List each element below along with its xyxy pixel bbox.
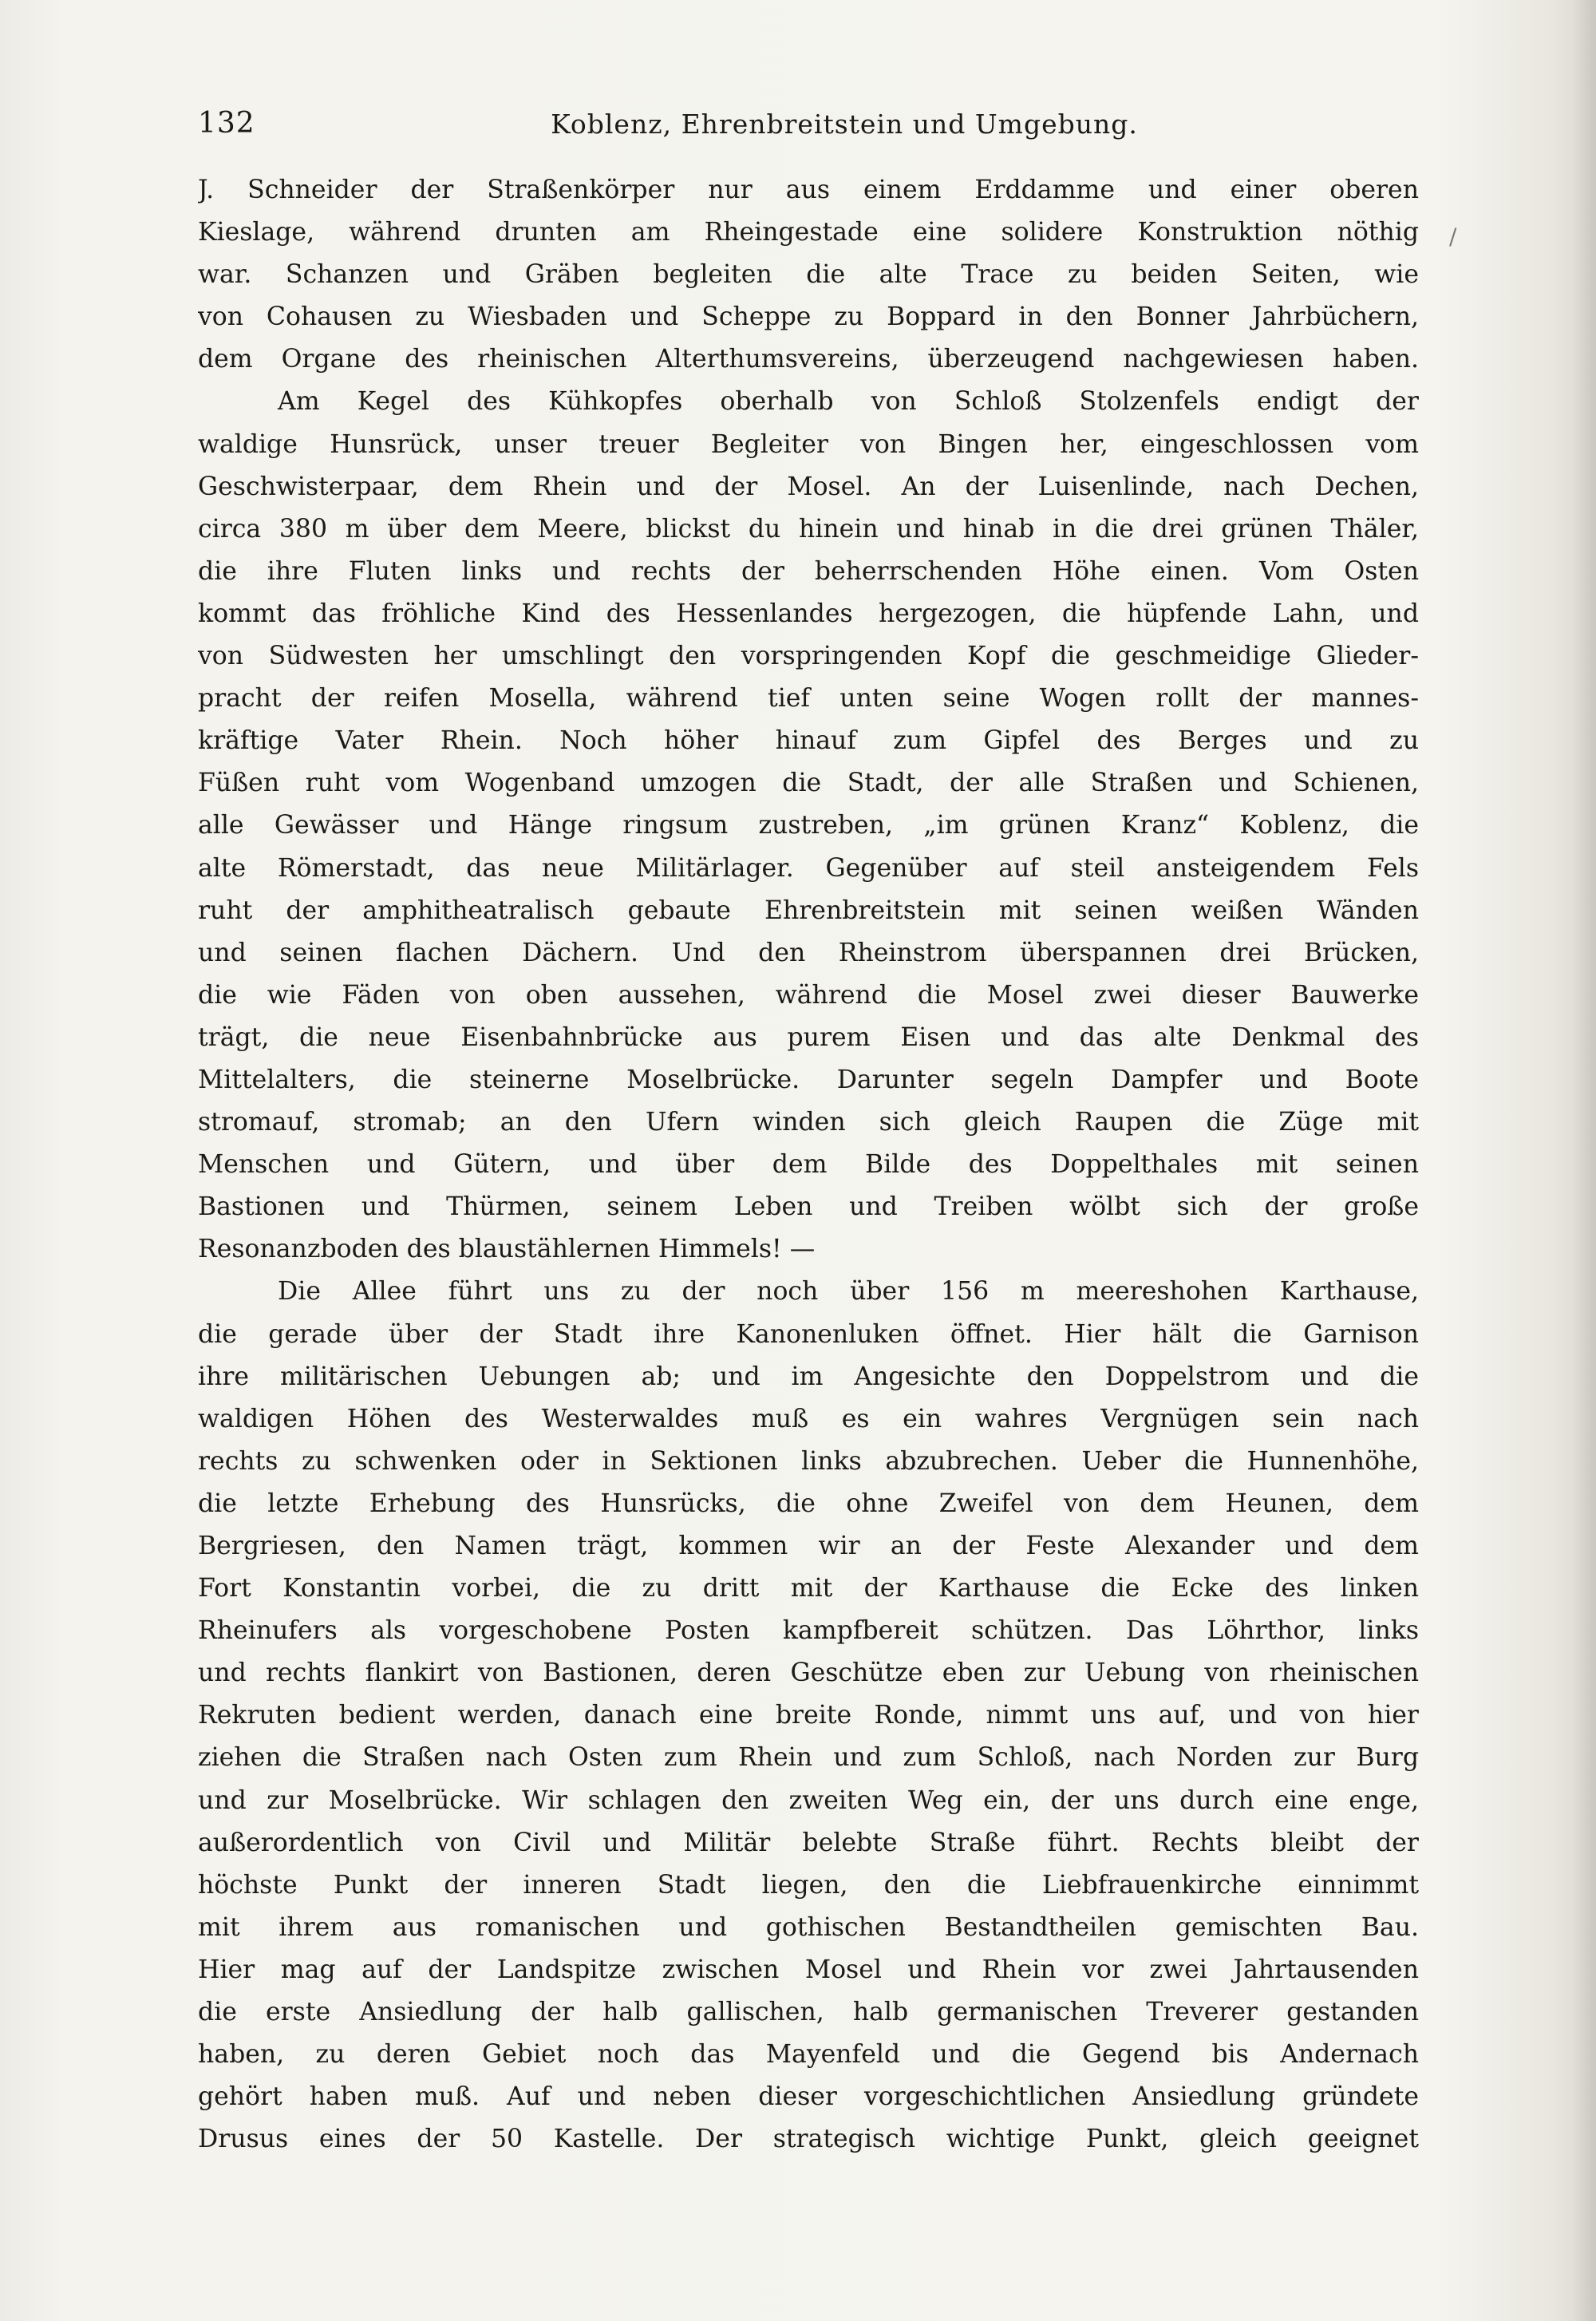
page-header (198, 107, 1419, 147)
text-line: und seinen flachen Dächern. Und den Rheinstrom überspannen drei Brücken, (198, 938, 1419, 967)
text-line: Bergriesen, den Namen trägt, kommen wir an der Feste Alexander und dem (198, 1532, 1419, 1560)
text-line: Menschen und Gütern, und über dem Bilde des Doppelthales mit seinen (198, 1150, 1419, 1180)
text-line: Füßen ruht vom Wogenband umzogen die Stadt, der alle Straßen und Schienen, (198, 769, 1419, 798)
text-line: von Cohausen zu Wiesbaden und Scheppe zu Boppard in den Bonner Jahrbüchern, (198, 302, 1419, 332)
text-line: die gerade über der Stadt ihre Kanonenluken öffnet. Hier hält die Garnison (198, 1319, 1419, 1349)
text-line: circa 380 m über dem Meere, blickst du hinein und hinab in die drei grünen Thäler, (198, 514, 1419, 544)
text-line: gehört haben muß. Auf und neben dieser vorgeschichtlichen Ansiedlung gründete (198, 2082, 1419, 2112)
margin-pencil-mark: / (1449, 223, 1457, 250)
text-line: alle Gewässer und Hänge ringsum zustreben, „im grünen Kranz“ Koblenz, die (198, 811, 1419, 840)
text-line: kommt das fröhliche Kind des Hessenlandes hergezogen, die hüpfende Lahn, und (198, 599, 1419, 628)
text-line: alte Römerstadt, das neue Militärlager. Gegenüber auf steil ansteigendem Fels (198, 853, 1419, 883)
text-line: ihre militärischen Uebungen ab; und im Angesichte den Doppelstrom und die (198, 1362, 1419, 1391)
text-line: Mittelalters, die steinerne Moselbrücke. Darunter segeln Dampfer und Boote (198, 1065, 1419, 1094)
text-line: waldige Hunsrück, unser treuer Begleiter von Bingen her, eingeschlossen vom (198, 429, 1419, 459)
text-line: J. Schneider der Straßenkörper nur aus einem Erddamme und einer oberen (198, 176, 1419, 204)
text-line: war. Schanzen und Gräben begleiten die alte Trace zu beiden Seiten, wie (198, 260, 1419, 290)
running-title: Koblenz, Ehrenbreitstein und Umgebung. (551, 109, 1138, 140)
text-line: rechts zu schwenken oder in Sektionen links abzubrechen. Ueber die Hunnenhöhe, (198, 1446, 1419, 1476)
text-line: Fort Konstantin vorbei, die zu dritt mit der Karthause die Ecke des linken (198, 1574, 1419, 1603)
text-line: von Südwesten her umschlingt den vorspringenden Kopf die geschmeidige Glieder- (198, 642, 1419, 671)
text-line: höchste Punkt der inneren Stadt liegen, den die Liebfrauenkirche einnimmt (198, 1870, 1419, 1900)
text-line: Hier mag auf der Landspitze zwischen Mosel und Rhein vor zwei Jahrtausenden (198, 1955, 1419, 1984)
text-line: ziehen die Straßen nach Osten zum Rhein und zum Schloß, nach Norden zur Burg (198, 1743, 1419, 1773)
text-line: Rekruten bedient werden, danach eine breite Ronde, nimmt uns auf, und von hier (198, 1701, 1419, 1730)
text-line: und rechts flankirt von Bastionen, deren Geschütze eben zur Uebung von rheinischen (198, 1659, 1419, 1688)
text-line: trägt, die neue Eisenbahnbrücke aus purem Eisen und das alte Denkmal des (198, 1022, 1419, 1052)
text-line: die letzte Erhebung des Hunsrücks, die ohne Zweifel von dem Heunen, dem (198, 1489, 1419, 1518)
text-line: Rheinufers als vorgeschobene Posten kampfbereit schützen. Das Löhrthor, links (198, 1616, 1419, 1646)
page-number: 132 (198, 107, 255, 140)
text-line: Kieslage, während drunten am Rheingestade eine solidere Konstruktion nöthig (198, 218, 1419, 247)
text-line: Drusus eines der 50 Kastelle. Der strategisch wichtige Punkt, gleich geeignet (198, 2125, 1419, 2154)
text-line: stromauf, stromab; an den Ufern winden sich gleich Raupen die Züge mit (198, 1108, 1419, 1137)
text-line: ruht der amphitheatralisch gebaute Ehrenbreitstein mit seinen weißen Wänden (198, 896, 1419, 925)
text-line: kräftige Vater Rhein. Noch höher hinauf zum Gipfel des Berges und zu (198, 726, 1419, 756)
text-line: und zur Moselbrücke. Wir schlagen den zweiten Weg ein, der uns durch eine enge, (198, 1785, 1419, 1815)
paragraph-start-line: Die Allee führt uns zu der noch über 156 m meereshohen Karthause, (278, 1277, 1419, 1307)
paragraph-start-line: Am Kegel des Kühkopfes oberhalb von Schloß Stolzenfels endigt der (278, 387, 1419, 417)
text-line: mit ihrem aus romanischen und gothischen Bestandtheilen gemischten Bau. (198, 1912, 1419, 1942)
text-line: die erste Ansiedlung der halb gallischen, halb germanischen Treverer gestanden (198, 1998, 1419, 2027)
text-line: Geschwisterpaar, dem Rhein und der Mosel. An der Luisenlinde, nach Dechen, (198, 472, 1419, 501)
text-line: pracht der reifen Mosella, während tief unten seine Wogen rollt der mannes- (198, 684, 1419, 714)
text-line: haben, zu deren Gebiet noch das Mayenfeld und die Gegend bis Andernach (198, 2040, 1419, 2070)
text-line: dem Organe des rheinischen Alterthumsvereins, überzeugend nachgewiesen haben. (198, 345, 1419, 374)
text-line: Bastionen und Thürmen, seinem Leben und Treiben wölbt sich der große (198, 1192, 1419, 1222)
text-line: waldigen Höhen des Westerwaldes muß es ein wahres Vergnügen sein nach (198, 1404, 1419, 1433)
body-text (198, 169, 1419, 2161)
text-line: außerordentlich von Civil und Militär belebte Straße führt. Rechts bleibt der (198, 1828, 1419, 1857)
page-edge-shadow (1572, 0, 1596, 2321)
paragraph-end-line: Resonanzboden des blaustählernen Himmels! — (198, 1235, 816, 1264)
text-line: die ihre Fluten links und rechts der beherrschenden Höhe einen. Vom Osten (198, 556, 1419, 586)
text-line: die wie Fäden von oben aussehen, während die Mosel zwei dieser Bauwerke (198, 980, 1419, 1010)
